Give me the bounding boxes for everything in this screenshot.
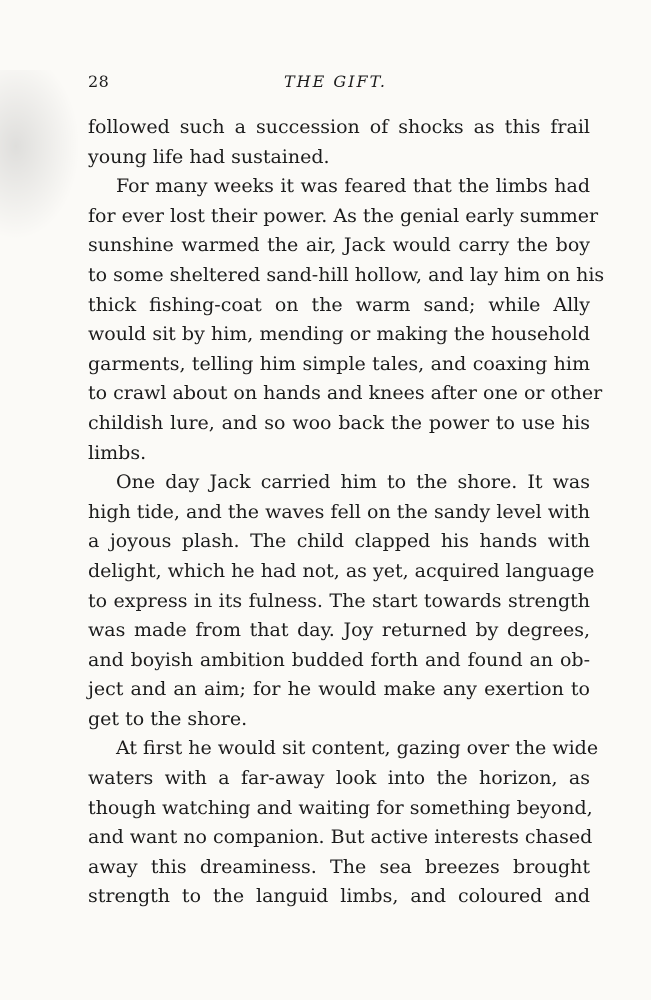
text-line: ject and an aim; for he would make any exertion to (88, 678, 590, 701)
paragraph-4 (88, 734, 599, 912)
text-line: was made from that day. Joy returned by degrees, (88, 619, 590, 642)
text-line: high tide, and the waves fell on the sandy level with (88, 500, 590, 523)
text-line: childish lure, and so woo back the power to use his (88, 411, 590, 434)
text-line: to express in its fulness. The start towards strength (88, 589, 590, 612)
text-line: One day Jack carried him to the shore. It was (116, 471, 590, 494)
paragraph-3 (88, 468, 595, 734)
page-smudge (0, 70, 80, 240)
running-title: THE GIFT. (284, 72, 387, 91)
body-text (88, 113, 605, 912)
page-number: 28 (88, 72, 110, 91)
text-line: get to the shore. (88, 707, 248, 730)
text-line: For many weeks it was feared that the limbs had (116, 175, 590, 198)
text-line: and want no companion. But active interests chased (88, 826, 593, 849)
text-line: followed such a succession of shocks as this frail (88, 116, 590, 138)
paragraph-2 (88, 172, 605, 468)
paragraph-1 (88, 113, 590, 172)
text-line: strength to the languid limbs, and coloured and (88, 885, 590, 908)
text-line: young life had sustained. (88, 145, 330, 168)
text-line: garments, telling him simple tales, and coaxing him (88, 352, 590, 375)
text-line: At first he would sit content, gazing over the wide (116, 737, 599, 760)
text-line: thick fishing-coat on the warm sand; while Ally (88, 293, 590, 316)
text-line: away this dreaminess. The sea breezes brought (88, 855, 590, 878)
text-line: for ever lost their power. As the genial early summer (88, 204, 599, 227)
text-line: delight, which he had not, as yet, acquired language (88, 559, 595, 582)
text-line: and boyish ambition budded forth and found an ob- (88, 648, 590, 671)
text-line: though watching and waiting for something beyond, (88, 796, 593, 819)
text-line: would sit by him, mending or making the household (88, 323, 590, 346)
text-line: sunshine warmed the air, Jack would carry the boy (88, 234, 590, 257)
text-line: to some sheltered sand-hill hollow, and lay him on his (88, 263, 605, 286)
text-line: a joyous plash. The child clapped his hands with (88, 530, 590, 553)
text-line: waters with a far-away look into the horizon, as (88, 767, 590, 790)
text-line: to crawl about on hands and knees after one or other (88, 382, 603, 405)
text-line: limbs. (88, 441, 147, 464)
